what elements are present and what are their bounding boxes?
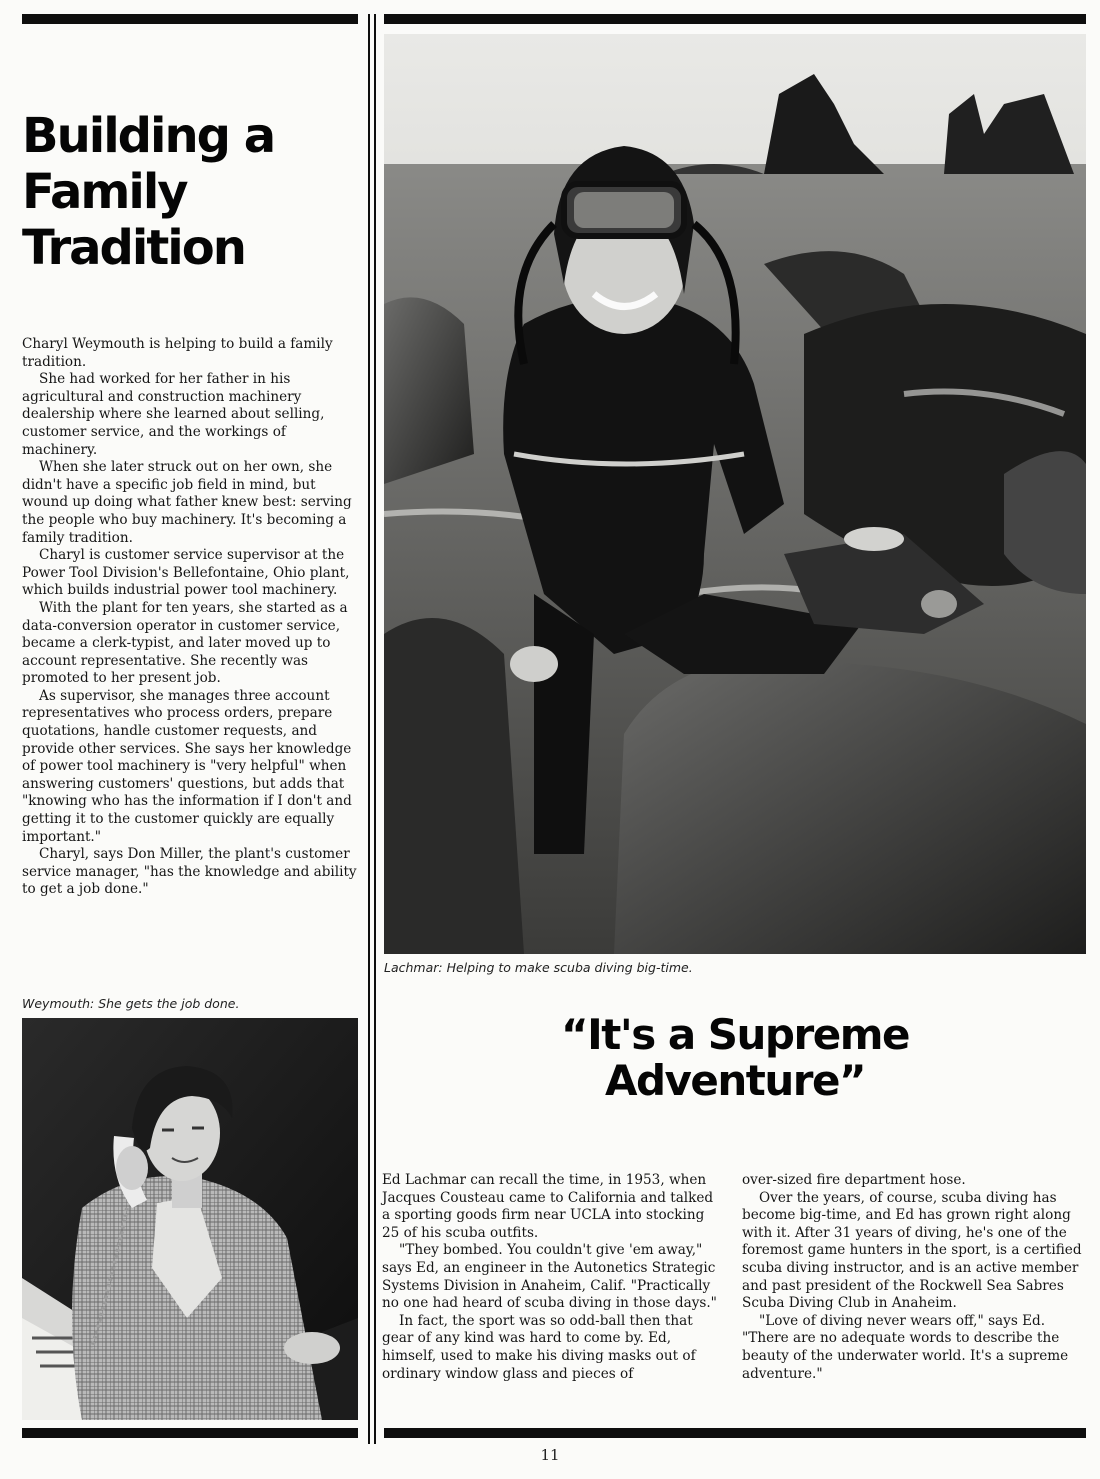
lachmar-photo-caption: Lachmar: Helping to make scuba diving big-time.	[384, 960, 693, 975]
bottom-rule-left	[22, 1428, 358, 1438]
right-article-column-1	[382, 1172, 718, 1383]
right-headline-line-2: Adventure”	[604, 1056, 866, 1105]
left-paragraph-1: Charyl Weymouth is helping to build a family tradition.	[22, 336, 333, 370]
left-paragraph-2: She had worked for her father in his agricultural and construction machinery dealership where she learned about selling, customer service, and the workings of machinery.	[22, 371, 325, 458]
page-number: 11	[540, 1446, 560, 1464]
left-paragraph-7: Charyl, says Don Miller, the plant's customer service manager, "has the knowledge and ability to get a job done."	[22, 846, 357, 898]
right-col1-paragraph-1: Ed Lachmar can recall the time, in 1953, when Jacques Cousteau came to California and talked a sporting goods firm near UCLA into stocking 25 of his scuba outfits.	[382, 1172, 714, 1241]
lachmar-diver-photo	[384, 34, 1086, 954]
column-divider-right	[374, 14, 376, 1444]
column-divider-left	[368, 14, 370, 1444]
right-article-headline	[380, 1012, 1090, 1104]
right-article-column-2	[742, 1172, 1087, 1383]
right-col1-paragraph-3: In fact, the sport was so odd-ball then that gear of any kind was hard to come by. Ed, himself, used to make his diving masks out of ordinary window glass and pieces of	[382, 1312, 696, 1382]
weymouth-photo	[22, 1018, 358, 1420]
left-paragraph-4: Charyl is customer service supervisor at the Power Tool Division's Bellefontaine, Ohio plant, which builds industrial power tool machinery.	[22, 547, 350, 599]
right-col2-paragraph-3: "Love of diving never wears off," says Ed. "There are no adequate words to describe the beauty of the underwater world. It's a supreme adventure."	[742, 1312, 1069, 1382]
right-col1-paragraph-2: "They bombed. You couldn't give 'em away," says Ed, an engineer in the Autonetics Strategic Systems Division in Anaheim, Calif. "Practically no one had heard of scuba diving in those days."	[382, 1242, 717, 1312]
left-paragraph-5: With the plant for ten years, she started as a data-conversion operator in customer service, became a clerk-typist, and later moved up to account representative. She recently was promoted to her present job.	[22, 599, 348, 687]
weymouth-photo-caption: Weymouth: She gets the job done.	[22, 996, 240, 1011]
left-article-headline: Building a Family Tradition	[22, 108, 275, 276]
left-article-body	[22, 336, 362, 899]
left-paragraph-3: When she later struck out on her own, she didn't have a specific job field in mind, but wound up doing what father knew best: serving the people who buy machinery. It's becoming a family tradition.	[22, 459, 352, 546]
top-rule-left	[22, 14, 358, 24]
right-col2-paragraph-1: over-sized fire department hose.	[742, 1172, 966, 1188]
right-col2-paragraph-2: Over the years, of course, scuba diving has become big-time, and Ed has grown right along with it. After 31 years of diving, he's one of the foremost game hunters in the sport, is a certified scuba diving instructor, and is an active member and past president of the Rockwell Sea Sabres Scuba Diving Club in Anaheim.	[742, 1189, 1082, 1312]
left-paragraph-6: As supervisor, she manages three account representatives who process orders, prepare quotations, handle customer requests, and provide other services. She says her knowledge of power tool machinery is "very helpful" when answering customers' questions, but adds that "knowing who has the information if I don't and getting it to the customer quickly are equally important."	[22, 687, 352, 845]
bottom-rule-right	[384, 1428, 1086, 1438]
right-headline-line-1: “It's a Supreme	[561, 1010, 909, 1059]
top-rule-right	[384, 14, 1086, 24]
